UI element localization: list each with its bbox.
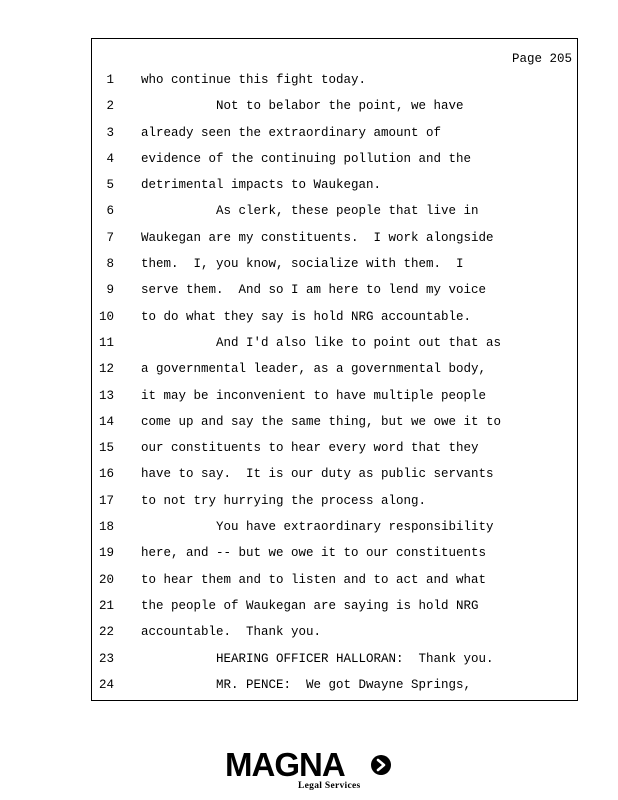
line-number: 22 (98, 625, 114, 640)
logo-wordmark: MAGNA (225, 746, 345, 783)
transcript-line (92, 362, 577, 388)
transcript-line (92, 546, 577, 572)
line-text: a governmental leader, as a governmental body, (141, 362, 487, 377)
line-text: And I'd also like to point out that as (141, 335, 502, 350)
line-number: 15 (98, 441, 114, 456)
line-text: already seen the extraordinary amount of (141, 125, 442, 140)
line-text: have to say. It is our duty as public servants (141, 467, 494, 482)
transcript-line (92, 126, 577, 152)
line-number: 3 (106, 125, 114, 140)
transcript-line (92, 310, 577, 336)
line-number: 1 (106, 73, 114, 87)
line-number: 18 (98, 520, 114, 535)
line-number: 19 (98, 546, 114, 561)
line-number: 16 (98, 467, 114, 482)
line-number: 20 (98, 572, 114, 587)
transcript-line (92, 99, 577, 125)
line-number: 5 (106, 178, 114, 193)
line-text: our constituents to hear every word that they (141, 441, 479, 456)
line-number: 24 (98, 677, 114, 692)
transcript-line (92, 415, 577, 441)
transcript-line (92, 73, 577, 99)
line-text: it may be inconvenient to have multiple people (141, 388, 487, 403)
line-number: 8 (106, 257, 114, 272)
transcript-line (92, 336, 577, 362)
line-text: detrimental impacts to Waukegan. (141, 178, 382, 193)
line-text: to hear them and to listen and to act and what (141, 572, 487, 587)
transcript-line (92, 678, 577, 704)
transcript-line (92, 441, 577, 467)
line-number: 17 (98, 493, 114, 508)
line-number: 2 (106, 99, 114, 114)
transcript-line (92, 204, 577, 230)
line-text: who continue this fight today. (141, 73, 367, 87)
transcript-line (92, 652, 577, 678)
magna-logo (225, 748, 405, 794)
transcript-line (92, 257, 577, 283)
transcript-line (92, 389, 577, 415)
transcript-line (92, 178, 577, 204)
transcript-line (92, 625, 577, 651)
transcript-line (92, 494, 577, 520)
transcript-line (92, 152, 577, 178)
line-text: accountable. Thank you. (141, 625, 322, 640)
line-number: 4 (106, 151, 114, 166)
line-text: Waukegan are my constituents. I work alongside (141, 230, 494, 245)
line-text: to do what they say is hold NRG accountable. (141, 309, 472, 324)
line-text: come up and say the same thing, but we owe it to (141, 414, 502, 429)
line-text: them. I, you know, socialize with them. I (141, 257, 464, 272)
line-text: Not to belabor the point, we have (141, 99, 464, 114)
line-text: evidence of the continuing pollution and the (141, 151, 472, 166)
logo-subtitle: Legal Services (298, 781, 361, 791)
transcript-page (91, 38, 578, 701)
transcript-line (92, 573, 577, 599)
line-number: 14 (98, 414, 114, 429)
line-number: 9 (106, 283, 114, 298)
line-text: here, and -- but we owe it to our constituents (141, 546, 487, 561)
line-number: 10 (98, 309, 114, 324)
transcript-lines (92, 73, 577, 704)
line-number: 13 (98, 388, 114, 403)
line-text: serve them. And so I am here to lend my voice (141, 283, 487, 298)
line-text: HEARING OFFICER HALLORAN: Thank you. (141, 651, 494, 666)
chevron-right-icon (371, 755, 391, 775)
line-number: 7 (106, 230, 114, 245)
line-text: MR. PENCE: We got Dwayne Springs, (141, 677, 472, 692)
page-number: Page 205 (511, 52, 572, 66)
line-text: You have extraordinary responsibility (141, 520, 494, 535)
transcript-line (92, 520, 577, 546)
transcript-line (92, 283, 577, 309)
transcript-line (92, 599, 577, 625)
line-number: 11 (98, 335, 114, 350)
line-text: As clerk, these people that live in (141, 204, 479, 219)
line-number: 21 (98, 598, 114, 613)
line-text: the people of Waukegan are saying is hold NRG (141, 598, 479, 613)
line-number: 23 (98, 651, 114, 666)
transcript-line (92, 467, 577, 493)
transcript-line (92, 231, 577, 257)
line-text: to not try hurrying the process along. (141, 493, 427, 508)
line-number: 6 (106, 204, 114, 219)
line-number: 12 (98, 362, 114, 377)
